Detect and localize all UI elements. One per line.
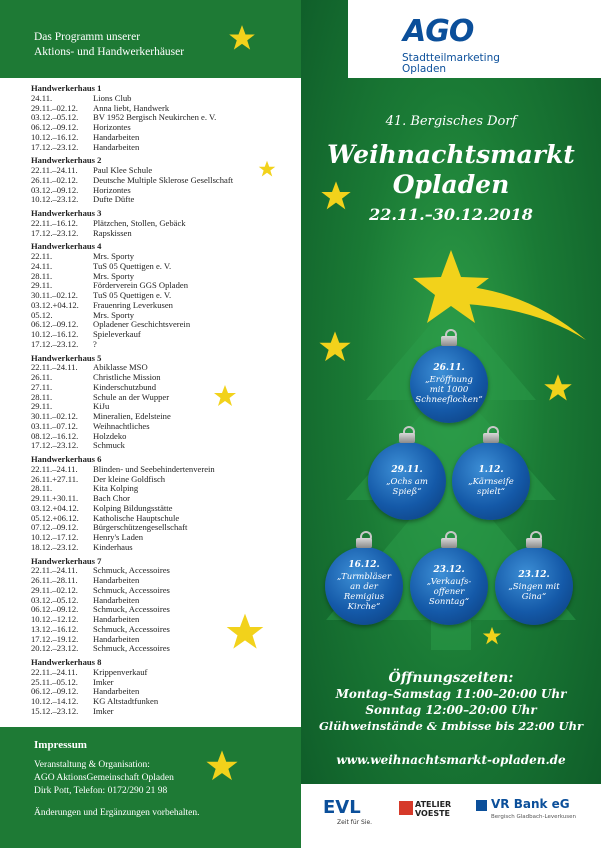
star-icon [225, 612, 265, 652]
program-row [31, 464, 215, 474]
program-date: 10.12.–12.12. [31, 614, 79, 624]
program-row [31, 382, 156, 392]
program-row [31, 532, 143, 542]
ornament-date: 29.11. [391, 465, 423, 475]
star-icon [320, 180, 352, 212]
impressum-line3: Dirk Pott, Telefon: 0172/290 21 98 [34, 786, 168, 796]
program-date: 06.12.–09.12. [31, 604, 79, 615]
program-name: Paul Klee Schule [93, 165, 153, 175]
impressum-section [0, 727, 301, 848]
program-row [31, 614, 139, 624]
program-name: Handarbeiten [93, 141, 140, 152]
atelier-line1: ATELIER [415, 800, 452, 809]
program-row [31, 440, 125, 450]
ornament-event-6 [495, 547, 573, 625]
ornament-text: „Kärnseife [468, 477, 514, 487]
house-title: Handwerkerhaus 7 [31, 555, 102, 566]
program-date: 13.12.–16.12. [31, 623, 79, 634]
program-date: 28.11. [31, 483, 53, 494]
program-row [31, 310, 134, 320]
ornament-date: 16.12. [348, 560, 380, 570]
ornament-event-4 [325, 547, 403, 625]
program-name: Kinderschutzbund [93, 381, 157, 392]
star-icon [205, 749, 239, 783]
program-name: Schmuck, Accessoires [93, 604, 170, 615]
program-date: 17.12.–19.12. [31, 633, 79, 644]
program-header-line2: Aktions- und Handwerkerhäuser [34, 46, 185, 58]
program-row [31, 290, 171, 300]
impressum-note: Änderungen und Ergänzungen vorbehalten. [34, 808, 200, 818]
program-name: KiJu [93, 401, 110, 412]
ornament-text: Spieß“ [392, 487, 422, 497]
program-date: 29.11.+30.11. [31, 493, 79, 503]
program-name: Holzdeko [93, 430, 127, 441]
program-row [31, 218, 186, 228]
ago-logo-sub1: Stadtteilmarketing [402, 52, 500, 64]
program-row [31, 280, 188, 290]
program-row [31, 634, 139, 644]
program-row [31, 271, 134, 281]
program-name: Imker [93, 676, 114, 687]
program-row [31, 542, 133, 552]
program-row [31, 585, 170, 595]
impressum-line1: Veranstaltung & Organisation: [34, 760, 150, 770]
program-date: 03.12.–09.12. [31, 184, 79, 195]
evl-slogan: Zeit für Sie. [337, 819, 373, 826]
program-name: Anna liebt, Handwerk [93, 102, 170, 113]
program-row [31, 624, 170, 634]
program-name: Kita Kolping [93, 483, 139, 494]
program-date: 24.11. [31, 92, 53, 103]
program-name: Mrs. Sporty [93, 251, 135, 261]
shooting-star-icon [401, 245, 591, 345]
program-date: 25.11.–05.12. [31, 676, 78, 687]
program-date: 06.12.–09.12. [31, 319, 79, 330]
poster-title-line1: Weihnachtsmarkt [327, 140, 575, 169]
program-row [31, 706, 114, 716]
house-title: Handwerkerhaus 5 [31, 352, 102, 363]
ornament-text: mit 1000 [429, 385, 469, 395]
evl-logo: EVL [323, 797, 361, 818]
program-name: Plätzchen, Stollen, Gebäck [93, 217, 186, 228]
ornament-event-1 [410, 345, 488, 423]
program-date: 06.12.–09.12. [31, 122, 79, 132]
house-title: Handwerkerhaus 4 [31, 241, 102, 252]
program-row [31, 401, 109, 411]
ornament-text: Gina“ [521, 592, 547, 602]
program-header-line1: Das Programm unserer [34, 31, 141, 43]
program-date: 18.12.–23.12. [31, 541, 79, 552]
ornament-event-2 [368, 442, 446, 520]
program-row [31, 194, 134, 204]
house-title: Handwerkerhaus 6 [31, 454, 102, 464]
program-name: Horizontes [93, 184, 131, 195]
program-date: 26.11.–02.12. [31, 174, 78, 185]
star-icon [228, 24, 256, 52]
star-icon [318, 330, 352, 364]
ornament-text: „Turmbläser [336, 572, 392, 582]
program-date: 26.11.–28.11. [31, 575, 78, 585]
program-name: Schmuck, Accessoires [93, 643, 170, 654]
program-date: 26.11.+27.11. [31, 473, 79, 484]
poster-subtitle: 41. Bergisches Dorf [385, 114, 517, 129]
program-date: 26.11. [31, 372, 53, 382]
program-name: Opladener Geschichtsverein [93, 319, 191, 330]
program-name: BV 1952 Bergisch Neukirchen e. V. [93, 112, 217, 123]
ornament-text: Remigius [343, 592, 385, 602]
ornament-text: Sonntag“ [428, 597, 470, 607]
program-row [31, 696, 158, 706]
program-name: Mineralien, Edelsteine [93, 411, 171, 421]
ornament-text: „Verkaufs- [426, 577, 472, 587]
program-row [31, 493, 130, 503]
hours-sunday: Sonntag 12:00–20:00 Uhr [365, 703, 537, 717]
program-date: 29.11. [31, 280, 53, 291]
program-date: 10.12.–23.12. [31, 194, 79, 205]
program-name: Henry's Laden [93, 532, 143, 542]
program-row [31, 300, 173, 310]
ornament-date: 26.11. [433, 363, 465, 373]
vr-logo-mark [476, 800, 487, 811]
program-name: Bach Chor [93, 493, 130, 503]
ornament-text: „Singen mit [508, 582, 560, 592]
ornament-event-5 [410, 547, 488, 625]
program-name: Kolping Bildungsstätte [93, 502, 173, 513]
program-name: Handarbeiten [93, 594, 140, 605]
program-date: 28.11. [31, 270, 53, 281]
program-name: Mrs. Sporty [93, 270, 135, 281]
star-icon [258, 160, 276, 178]
program-row [31, 595, 139, 605]
program-row [31, 421, 150, 431]
program-name: Schmuck, Accessoires [93, 565, 170, 576]
program-row [31, 677, 114, 687]
ago-logo-sub2: Opladen [402, 63, 447, 75]
program-row [31, 411, 171, 421]
program-date: 29.11.–02.12. [31, 102, 78, 113]
program-name: Blinden- und Seebehindertenverein [93, 463, 215, 474]
program-row [31, 474, 165, 484]
house-title: Handwerkerhaus 2 [31, 155, 102, 166]
vr-bank-logo: VR Bank eG [491, 797, 570, 811]
program-date: 06.12.–09.12. [31, 686, 79, 697]
program-date: 08.12.–16.12. [31, 430, 79, 441]
program-date: 22.11.–16.12. [31, 217, 78, 228]
program-date: 24.11. [31, 260, 53, 271]
ornament-text: an der [350, 582, 378, 592]
program-row [31, 103, 169, 113]
program-name: Schule an der Wupper [93, 391, 170, 402]
hours-gluehwein: Glühweinstände & Imbisse bis 22:00 Uhr [318, 719, 584, 733]
program-date: 22.11.–24.11. [31, 165, 78, 175]
program-name: Lions Club [93, 92, 132, 103]
website-link[interactable]: www.weihnachtsmarkt-opladen.de [336, 753, 566, 767]
program-date: 29.11.–02.12. [31, 584, 78, 595]
ornament-text: „Eröffnung [425, 375, 473, 385]
program-row [31, 604, 170, 614]
program-date: 22.11.–24.11. [31, 362, 78, 373]
program-date: 22.11.–24.11. [31, 565, 78, 576]
program-date: 17.12.–23.12. [31, 440, 79, 451]
program-name: Mrs. Sporty [93, 309, 135, 320]
program-date: 22.11. [31, 251, 53, 261]
ornament-text: offener [433, 587, 465, 597]
program-date: 22.11.–24.11. [31, 666, 78, 677]
program-date: 10.12.–16.12. [31, 131, 79, 142]
program-row [31, 372, 161, 382]
program-name: Dufte Düfte [93, 194, 135, 205]
program-name: Kinderhaus [93, 541, 133, 552]
program-date: 05.12.+06.12. [31, 512, 79, 523]
program-date: 17.12.–23.12. [31, 141, 79, 152]
program-name: Horizontes [93, 122, 131, 132]
impressum-title: Impressum [34, 739, 87, 751]
program-row [31, 392, 169, 402]
house-title: Handwerkerhaus 1 [31, 83, 102, 93]
program-name: Handarbeiten [93, 686, 140, 697]
atelier-logo [415, 800, 451, 818]
program-date: 15.12.–23.12. [31, 705, 79, 716]
ornament-text: „Ochs am [386, 477, 428, 487]
program-date: 10.12.–17.12. [31, 532, 79, 542]
program-name: Deutsche Multiple Sklerose Gesellschaft [93, 174, 234, 185]
program-date: 17.12.–23.12. [31, 227, 79, 238]
ornament-date: 23.12. [518, 570, 550, 580]
program-row [31, 643, 170, 653]
program-name: Schmuck [93, 440, 125, 451]
program-name: TuS 05 Quettigen e. V. [93, 260, 172, 271]
program-row [31, 112, 216, 122]
program-name: Rapskissen [93, 227, 132, 238]
program-name: Krippenverkauf [93, 666, 148, 677]
star-icon [213, 384, 237, 408]
program-row [31, 165, 152, 175]
poster-dates: 22.11.–30.12.2018 [369, 205, 533, 224]
program-date: 03.12.+04.12. [31, 299, 79, 310]
program-name: Spieleverkauf [93, 329, 141, 339]
ornament-text: Schneeflocken“ [415, 395, 483, 405]
program-date: 30.11.–02.12. [31, 411, 78, 421]
program-name: Handarbeiten [93, 614, 140, 624]
house-title: Handwerkerhaus 8 [31, 657, 102, 667]
poster-title-line2: Opladen [392, 170, 510, 199]
program-name: Katholische Hauptschule [93, 512, 180, 523]
ornament-date: 23.12. [433, 565, 465, 575]
program-row [31, 228, 132, 238]
program-name: TuS 05 Quettigen e. V. [93, 290, 172, 300]
program-row [31, 319, 190, 329]
program-row [31, 122, 131, 132]
program-name: Bürgerschützengesellschaft [93, 522, 188, 533]
program-date: 28.11. [31, 391, 53, 402]
program-header [0, 0, 301, 78]
hours-weekday: Montag–Samstag 11:00–20:00 Uhr [335, 687, 567, 701]
star-icon [482, 626, 502, 646]
program-name: Handarbeiten [93, 633, 140, 644]
program-name: Schmuck, Accessoires [93, 584, 170, 595]
program-row [31, 93, 131, 103]
program-row [31, 686, 139, 696]
program-name: KG Altstadtfunken [93, 696, 159, 706]
atelier-logo-mark [399, 801, 413, 815]
vr-bank-sub: Bergisch Gladbach-Leverkusen [491, 814, 576, 820]
program-date: 05.12. [31, 309, 53, 320]
program-name: Imker [93, 705, 114, 716]
program-row [31, 185, 131, 195]
program-row [31, 142, 139, 152]
program-date: 20.12.–23.12. [31, 643, 79, 654]
program-row [31, 175, 233, 185]
program-name: Abiklasse MSO [93, 362, 148, 373]
program-date: 03.12.–05.12. [31, 594, 79, 605]
program-date: 29.11. [31, 401, 53, 412]
program-date: 30.11.–02.12. [31, 290, 78, 300]
ornament-text: Kirche“ [347, 602, 381, 612]
program-date: 03.11.–07.12. [31, 420, 78, 431]
program-row [31, 329, 141, 339]
program-name: Frauenring Leverkusen [93, 299, 173, 310]
program-row [31, 513, 179, 523]
program-name: Christliche Mission [93, 372, 161, 382]
program-date: 03.12.–05.12. [31, 112, 79, 123]
program-date: 27.11. [31, 381, 53, 392]
program-name: Schmuck, Accessoires [93, 623, 170, 634]
ornament-date: 1.12. [478, 465, 504, 475]
ornament-text: spielt“ [476, 487, 506, 497]
program-date: 07.12.–09.12. [31, 522, 79, 533]
program-date: 10.12.–14.12. [31, 696, 79, 706]
program-date: 10.12.–16.12. [31, 329, 79, 339]
program-row [31, 339, 97, 349]
program-name: Handarbeiten [93, 575, 140, 585]
program-row [31, 522, 187, 532]
program-date: 22.11.–24.11. [31, 463, 78, 474]
program-row [31, 575, 139, 585]
ago-logo [348, 0, 601, 78]
star-icon [543, 373, 573, 403]
program-row [31, 483, 138, 493]
program-date: 17.12.–23.12. [31, 338, 79, 349]
sponsor-bar [301, 784, 601, 848]
program-name: ? [93, 338, 97, 349]
program-name: Handarbeiten [93, 131, 140, 142]
program-date: 03.12.+04.12. [31, 502, 79, 513]
house-title: Handwerkerhaus 3 [31, 208, 102, 218]
program-row [31, 362, 148, 372]
program-row [31, 132, 139, 142]
program-row [31, 251, 134, 261]
program-name: Weihnachtliches [93, 420, 150, 431]
ornament-event-3 [452, 442, 530, 520]
program-row [31, 667, 147, 677]
program-row [31, 431, 126, 441]
program-name: Der kleine Goldfisch [93, 473, 166, 484]
impressum-line2: AGO AktionsGemeinschaft Opladen [34, 773, 174, 783]
program-row [31, 261, 171, 271]
program-row [31, 565, 170, 575]
program-row [31, 503, 173, 513]
ago-logo-text: AGO [403, 14, 474, 49]
program-name: Förderverein GGS Opladen [93, 280, 188, 291]
atelier-line2: VOESTE [415, 809, 450, 818]
hours-title: Öffnungszeiten: [388, 670, 514, 686]
